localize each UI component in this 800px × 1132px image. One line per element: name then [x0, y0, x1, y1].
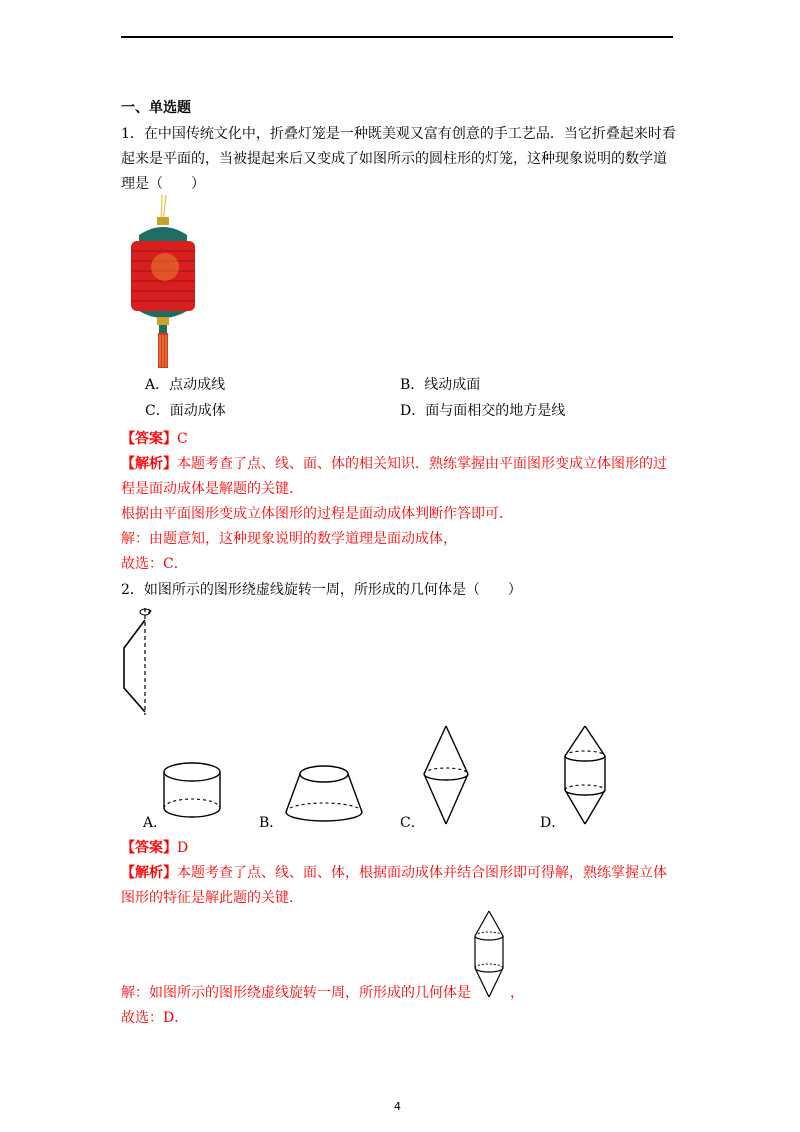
lantern-image [125, 195, 205, 370]
q2-solution-end: ， [510, 985, 524, 1001]
q1-stem-line1: 1．在中国传统文化中，折叠灯笼是一种既美观又富有创意的手工艺品．当它折叠起来时看 [121, 126, 676, 142]
q1-option-a: A．点动成线 [145, 377, 226, 393]
q2-choose: 故选：D． [121, 1010, 189, 1026]
q2-analysis-label: 【解析】 [121, 865, 177, 881]
q1-option-d: D．面与面相交的地方是线 [400, 403, 566, 419]
q2-solution-text: 解：如图所示的图形绕虚线旋转一周，所形成的几何体是 [121, 985, 471, 1001]
q2-option-b-label: B． [259, 815, 284, 831]
q2-stem: 2．如图所示的图形绕虚线旋转一周，所形成的几何体是（ ） [121, 582, 522, 598]
q2-answer-label: 【答案】 [121, 840, 177, 856]
q1-option-c: C．面动成体 [145, 403, 226, 419]
q1-option-b: B．线动成面 [400, 377, 481, 393]
q2-answer [121, 838, 188, 858]
q2-option-c-double-cone [420, 722, 472, 828]
q1-answer-label: 【答案】 [121, 431, 177, 447]
q2-solution-figure [472, 908, 506, 1000]
q1-answer-value: C [177, 431, 188, 447]
q2-option-a-cylinder [160, 760, 224, 820]
q1-choose: 故选：C． [121, 556, 188, 572]
q2-option-b-frustum [282, 762, 366, 824]
q1-analysis-text1: 本题考查了点、线、面、体的相关知识．熟练掌握由平面图形变成立体图形的过 [177, 456, 667, 472]
q2-option-d-label: D． [540, 815, 566, 831]
section-title: 一、单选题 [121, 100, 191, 116]
q1-stem-line2: 起来是平面的，当被提起来后又变成了如图所示的圆柱形的灯笼，这种现象说明的数学道 [121, 151, 667, 167]
q2-option-c-label: C． [400, 815, 425, 831]
q1-analysis-line2: 程是面动成体是解题的关键． [121, 481, 303, 497]
q1-analysis-label: 【解析】 [121, 456, 177, 472]
q1-answer [121, 429, 188, 449]
q1-stem-line3: 理是（ ） [121, 176, 205, 192]
q2-option-d-cone-cylinder-cone [560, 722, 610, 828]
q2-analysis-text1: 本题考查了点、线、面、体，根据面动成体并结合图形即可得解，熟练掌握立体 [177, 865, 667, 881]
q1-solution: 解：由题意知，这种现象说明的数学道理是面动成体， [121, 531, 457, 547]
q2-analysis-line1 [121, 863, 667, 883]
q2-answer-value: D [177, 840, 189, 856]
header-rule [121, 36, 673, 38]
q1-analysis-line1 [121, 454, 667, 474]
rotation-figure [110, 600, 160, 720]
q2-analysis-line2: 图形的特征是解此题的关键． [121, 890, 303, 906]
q2-option-a-label: A． [143, 815, 168, 831]
q1-analysis-line3: 根据由平面图形变成立体图形的过程是面动成体判断作答即可． [121, 506, 513, 522]
page-number: 4 [394, 1100, 401, 1113]
